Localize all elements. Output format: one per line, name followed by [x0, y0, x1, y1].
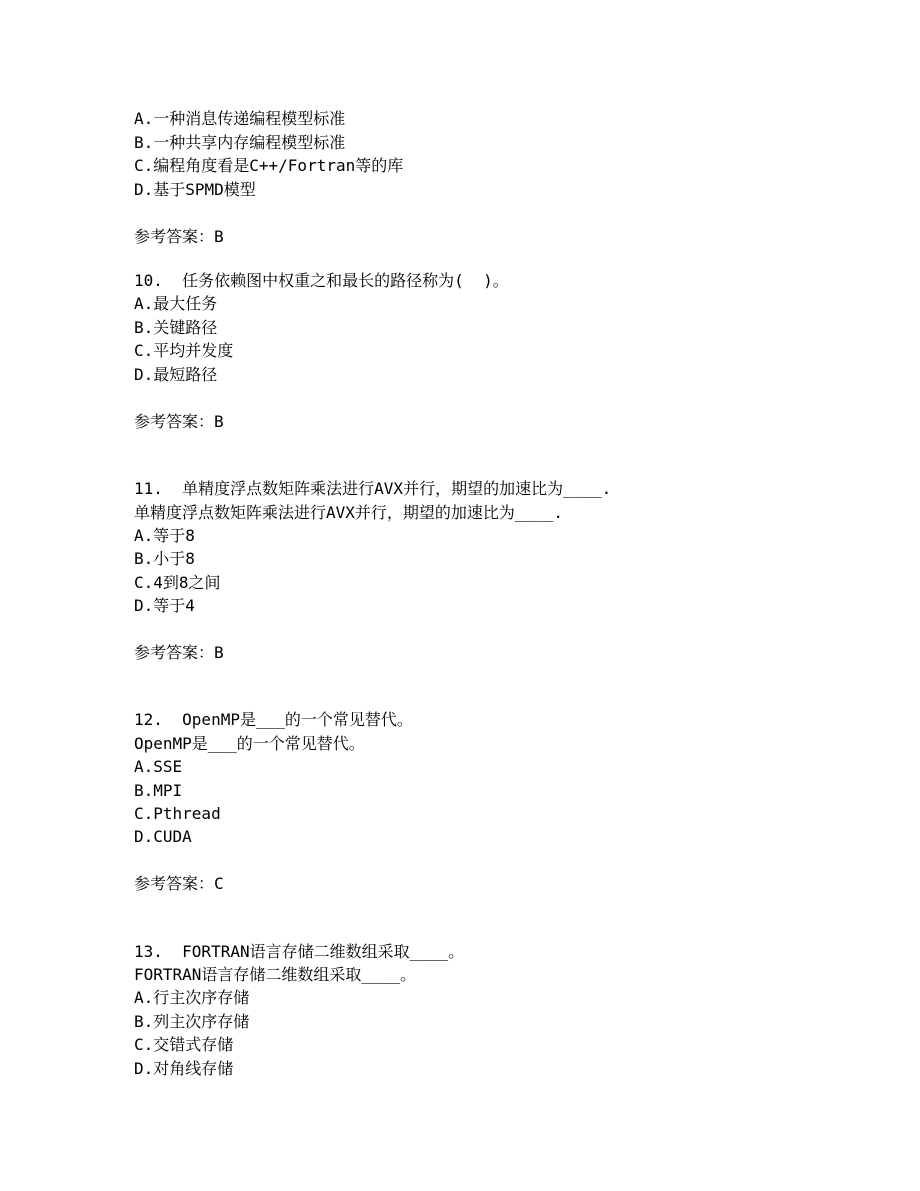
q10-option-a: A.最大任务 — [134, 294, 218, 313]
q11-option-b: B.小于8 — [134, 549, 195, 568]
q9-option-b: B.一种共享内存编程模型标准 — [134, 133, 346, 152]
q13-option-d: D.对角线存储 — [134, 1059, 234, 1078]
q13-option-c: C.交错式存储 — [134, 1035, 234, 1054]
q13-option-a: A.行主次序存储 — [134, 988, 250, 1007]
q11-option-d: D.等于4 — [134, 596, 195, 615]
q11-answer: 参考答案：B — [134, 643, 224, 662]
q11-question: 11. 单精度浮点数矩阵乘法进行AVX并行，期望的加速比为____. — [134, 479, 612, 498]
q12-question: 12. OpenMP是___的一个常见替代。 — [134, 710, 413, 729]
q10-option-b: B.关键路径 — [134, 318, 218, 337]
q13-option-b: B.列主次序存储 — [134, 1012, 250, 1031]
q12-option-c: C.Pthread — [134, 804, 221, 823]
q10-answer: 参考答案：B — [134, 412, 224, 431]
q12-option-b: B.MPI — [134, 781, 183, 800]
q10-option-c: C.平均并发度 — [134, 341, 234, 360]
q10-option-d: D.最短路径 — [134, 365, 218, 384]
q13-question: 13. FORTRAN语言存储二维数组采取____。 — [134, 942, 465, 961]
q11-option-a: A.等于8 — [134, 526, 195, 545]
q12-option-d: D.CUDA — [134, 827, 192, 846]
q10-question: 10. 任务依赖图中权重之和最长的路径称为( )。 — [134, 271, 509, 290]
q12-answer: 参考答案：C — [134, 874, 224, 893]
q9-option-a: A.一种消息传递编程模型标准 — [134, 109, 346, 128]
q9-option-d: D.基于SPMD模型 — [134, 180, 256, 199]
q11-question-repeat: 单精度浮点数矩阵乘法进行AVX并行，期望的加速比为____. — [134, 503, 564, 522]
q12-question-repeat: OpenMP是___的一个常见替代。 — [134, 734, 365, 753]
q12-option-a: A.SSE — [134, 757, 183, 776]
q9-option-c: C.编程角度看是C++/Fortran等的库 — [134, 156, 404, 175]
q9-answer: 参考答案：B — [134, 227, 224, 246]
q11-option-c: C.4到8之间 — [134, 573, 221, 592]
q13-question-repeat: FORTRAN语言存储二维数组采取____。 — [134, 965, 416, 984]
